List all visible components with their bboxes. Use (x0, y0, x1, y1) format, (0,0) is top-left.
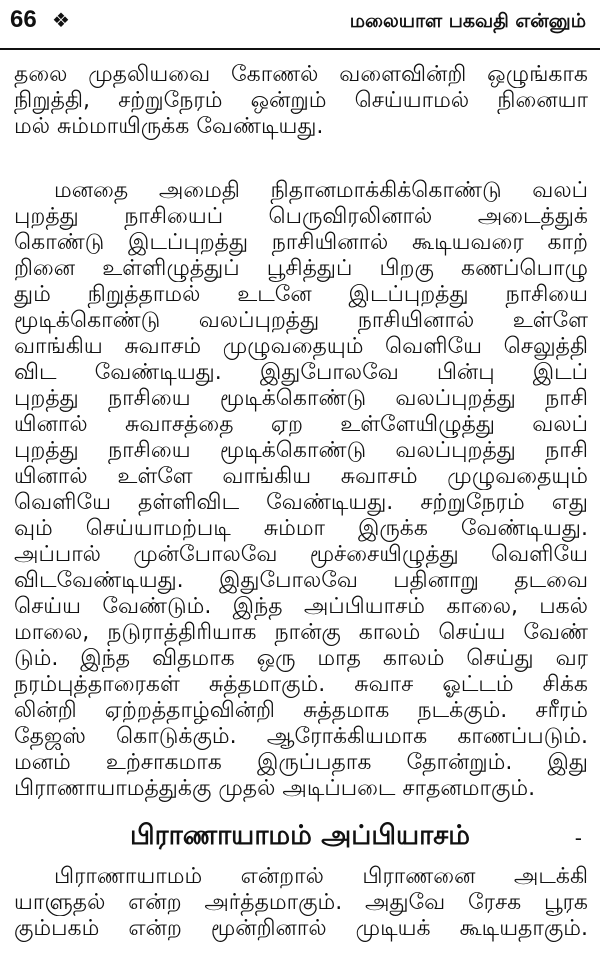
text-line: லின்றி ஏற்றத்தாழ்வின்றி சுத்தமாக நடக்கும். சரீரம் (14, 698, 588, 723)
text-line: புறத்து நாசியை மூடிக்கொண்டு வலப்புறத்து நாசி (14, 438, 588, 463)
text-line: நரம்புத்தாரைகள் சுத்தமாகும். சுவாச ஓட்டம் சிக்க (14, 672, 588, 697)
text-line: புறத்து நாசியைப் பெருவிரலினால் அடைத்துக் (14, 204, 588, 229)
paragraph-2 (14, 178, 588, 802)
text-line: றினை உள்ளிழுத்துப் பூசித்துப் பிறகு கணப்பொழு (14, 256, 588, 281)
page-number: 66 (10, 6, 37, 33)
text-line: மாலை, நடுராத்திரியாக நான்கு காலம் செய்ய வேண் (14, 620, 588, 645)
ornament-icon: ❖ (52, 8, 70, 32)
text-line: கும்பகம் என்ற மூன்றினால் முடியக் கூடியதாகும். (14, 916, 588, 941)
page-header (0, 0, 600, 50)
text-line: டும். இந்த விதமாக ஒரு மாத காலம் செய்து வர (14, 646, 588, 671)
text-line: பிராணாயாமம் என்றால் பிராணனை அடக்கி (54, 864, 588, 889)
text-line: யாளுதல் என்ற அர்த்தமாகும். அதுவே ரேசக பூரக (14, 890, 588, 915)
text-line: யினால் உள்ளே வாங்கிய சுவாசம் முழுவதையும் (14, 464, 588, 489)
section-heading: பிராணாயாமம் அப்பியாசம் (130, 820, 470, 851)
text-line: கொண்டு இடப்புறத்து நாசியினால் கூடியவரை காற் (14, 230, 588, 255)
text-line: பிராணாயாமத்துக்கு முதல் அடிப்படை சாதனமாகும். (14, 776, 536, 801)
text-line: வும் செய்யாமற்படி சும்மா இருக்க வேண்டியது. (14, 516, 588, 541)
text-line: நிறுத்தி, சற்றுநேரம் ஒன்றும் செய்யாமல் நினையா (14, 88, 588, 113)
text-line: தலை முதலியவை கோணல் வளைவின்றி ஒழுங்காக (14, 62, 588, 87)
paragraph-3 (14, 864, 588, 942)
text-line: மனதை அமைதி நிதானமாக்கிக்கொண்டு வலப் (54, 178, 588, 203)
heading-dash: - (574, 826, 582, 850)
text-line: செய்ய வேண்டும். இந்த அப்பியாசம் காலை, பகல் (14, 594, 588, 619)
text-line: புறத்து நாசியை மூடிக்கொண்டு வலப்புறத்து நாசி (14, 386, 588, 411)
text-line: தேஜஸ் கொடுக்கும். ஆரோக்கியமாக காணப்படும். (14, 724, 588, 749)
text-line: யினால் சுவாசத்தை ஏற உள்ளேயிழுத்து வலப் (14, 412, 588, 437)
text-line: அப்பால் முன்போலவே மூச்சையிழுத்து வெளியே (14, 542, 588, 567)
paragraph-1 (14, 62, 588, 140)
text-line: விட வேண்டியது. இதுபோலவே பின்பு இடப் (14, 360, 588, 385)
running-title: மலையாள பகவதி என்னும் (349, 10, 586, 32)
text-line: மூடிக்கொண்டு வலப்புறத்து நாசியினால் உள்ளே (14, 308, 588, 333)
text-line: மல் சும்மாயிருக்க வேண்டியது. (14, 114, 324, 139)
text-line: தும் நிறுத்தாமல் உடனே இடப்புறத்து நாசியை (14, 282, 588, 307)
text-line: மனம் உற்சாகமாக இருப்பதாக தோன்றும். இது (14, 750, 588, 775)
text-line: வெளியே தள்ளிவிட வேண்டியது. சற்றுநேரம் எது (14, 490, 588, 515)
text-line: விடவேண்டியது. இதுபோலவே பதினாறு தடவை (14, 568, 588, 593)
text-line: வாங்கிய சுவாசம் முழுவதையும் வெளியே செலுத்தி (14, 334, 588, 359)
